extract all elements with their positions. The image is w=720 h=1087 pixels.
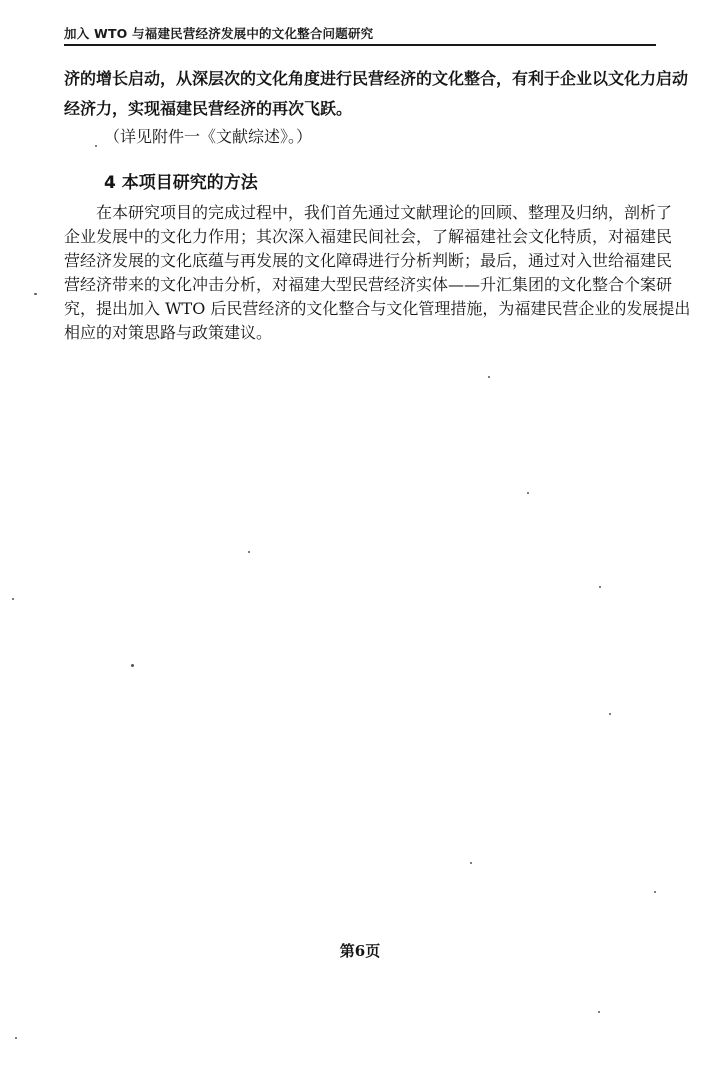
scan-speck <box>470 862 472 864</box>
running-header <box>64 20 656 46</box>
body-line: 相应的对策思路与政策建议。 <box>64 323 273 342</box>
scan-speck <box>15 1037 17 1039</box>
header-rule <box>64 44 656 46</box>
reference-note: （详见附件一《文献综述》。） <box>104 127 313 146</box>
body-line: 营经济发展的文化底蕴与再发展的文化障碍进行分析判断；最后，通过对入世给福建民 <box>64 251 673 270</box>
header-title: 加入 WTO 与福建民营经济发展中的文化整合问题研究 <box>64 26 374 41</box>
scan-speck <box>488 376 490 378</box>
scan-speck <box>598 1011 600 1013</box>
scan-speck <box>248 551 250 553</box>
scan-speck <box>95 145 97 147</box>
scan-speck <box>527 492 529 494</box>
section-heading: 4 本项目研究的方法 <box>104 173 258 193</box>
intro-line: 经济力，实现福建民营经济的再次飞跃。 <box>64 99 353 118</box>
scan-speck <box>34 293 37 295</box>
page-number: 第6页 <box>339 942 381 960</box>
scan-speck <box>12 598 14 600</box>
intro-line: 济的增长启动，从深层次的文化角度进行民营经济的文化整合，有利于企业以文化力启动 <box>64 69 689 88</box>
body-line: 在本研究项目的完成过程中，我们首先通过文献理论的回顾、整理及归纳，剖析了 <box>96 203 673 222</box>
scan-speck <box>609 713 611 715</box>
scan-speck <box>131 664 134 667</box>
scan-speck <box>654 891 656 893</box>
body-line: 企业发展中的文化力作用；其次深入福建民间社会，了解福建社会文化特质，对福建民 <box>64 227 673 246</box>
body-line: 营经济带来的文化冲击分析，对福建大型民营经济实体——升汇集团的文化整合个案研 <box>64 275 673 294</box>
scan-speck <box>599 586 601 588</box>
body-line: 究，提出加入 WTO 后民营经济的文化整合与文化管理措施，为福建民营企业的发展提出 <box>64 299 691 318</box>
